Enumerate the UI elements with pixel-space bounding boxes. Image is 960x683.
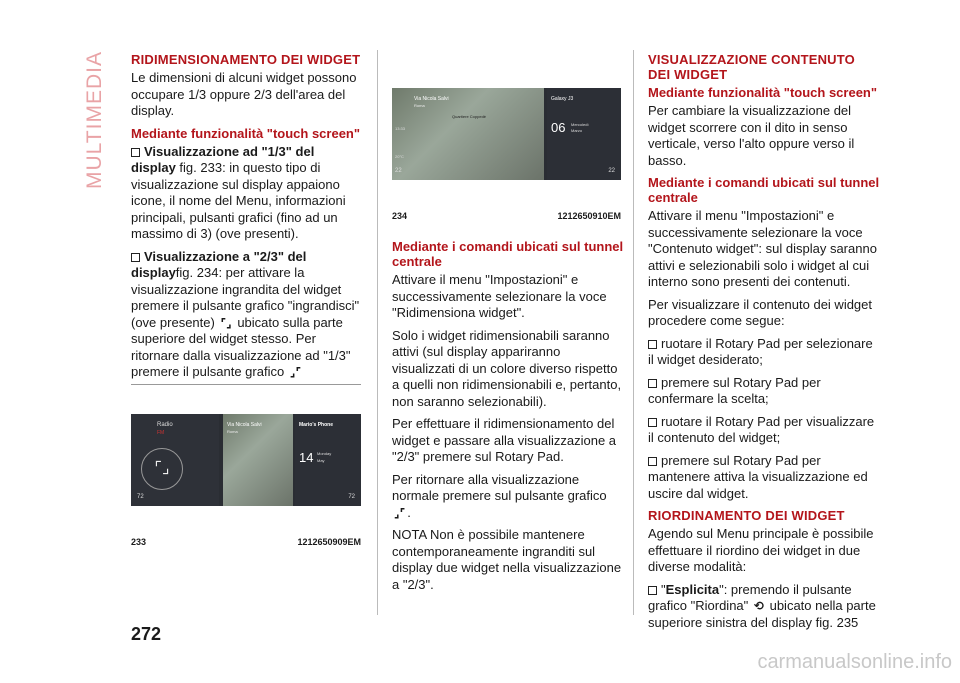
bullet-title: Visualizzazione ad "1/3" del display (131, 143, 315, 175)
bullet-box-icon (648, 418, 657, 427)
date-day: 14 (299, 450, 314, 465)
expand-icon[interactable]: ⌜⌟ (141, 448, 183, 490)
paragraph: Per visualizzare il contenuto dei widget procedere come segue: (648, 296, 873, 328)
section-sidebar (84, 50, 106, 190)
bullet-box-icon (648, 340, 657, 349)
date-weekday: Monday (317, 451, 332, 456)
widget-subtitle: Roma (414, 103, 425, 108)
map-label: Quartiere Coppedè (452, 114, 487, 119)
widget-subtitle: FM (157, 430, 165, 436)
heading-ridimensionamento: RIDIMENSIONAMENTO DEI WIDGET (131, 52, 361, 67)
bullet-text: ruotare il Rotary Pad per visualizzare il contenuto del widget; (648, 413, 875, 445)
date-month: Marzo (571, 128, 583, 133)
bullet (648, 414, 880, 447)
bullet-text: premere sul Rotary Pad per confermare la scelta; (648, 374, 821, 406)
column-divider (633, 50, 634, 615)
bullet-text: fig. 233: in questo tipo di visualizzazione sul display appaiono icone, il nome del Menu, informazioni principali, pulsanti grafici (fino ad un massimo di 3) (ove presenti). (131, 160, 346, 241)
watermark: carmanualsonline.info (757, 651, 952, 673)
nav-widget (223, 414, 293, 506)
bullet-text: ruotare il Rotary Pad per selezionare il widget desiderato; (648, 335, 873, 367)
corner-value: 72 (348, 494, 355, 500)
corner-value: 72 (137, 494, 144, 500)
bullet-box-icon (131, 148, 140, 157)
bullet-box-icon (648, 586, 657, 595)
figure-number: 233 (131, 537, 147, 547)
date-weekday: Mercoledì (571, 122, 589, 127)
bullet-title: Visualizzazione a "2/3" del display (131, 248, 307, 280)
divider (131, 384, 361, 385)
bullet (648, 375, 880, 408)
bullet (648, 453, 880, 503)
column-1 (131, 52, 361, 387)
phone-widget (295, 414, 361, 506)
expand-icon: ⌜⌟ (220, 315, 232, 330)
heading-visualizzazione: VISUALIZZAZIONE CONTENUTO DEI WIDGET (648, 52, 855, 82)
paragraph: Attivare il menu "Impostazioni" e successivamente selezionare la voce "Ridimensiona widget". (392, 272, 607, 320)
collapse-icon: ⌟⌜ (394, 505, 406, 520)
bullet (648, 336, 880, 369)
bullet-2-3 (131, 249, 361, 381)
time-display: 13:33 (395, 126, 406, 131)
figure-233 (131, 414, 361, 506)
bullet-text-continued: ubicato nella parte superiore sinistra del display fig. 235 (648, 598, 876, 630)
widget-title: Via Nicola Salvi (227, 422, 262, 428)
paragraph: Solo i widget ridimensionabili saranno attivi (sul display appariranno visualizzati di un colore diverso rispetto a quelli non ridimensionabili e, pertanto, non saranno selezionabili). (392, 327, 622, 409)
figure-caption-234 (392, 211, 621, 221)
nav-widget-expanded (392, 88, 544, 180)
paragraph-text: Per ritornare alla visualizzazione normale premere sul pulsante grafico (392, 471, 607, 503)
reorder-icon: ⟲ (753, 599, 764, 613)
paragraph: Per ritornare alla visualizzazione normale premere sul pulsante grafico ⌟⌜ . (392, 471, 607, 520)
temperature: 20°C (395, 154, 404, 159)
subheading-touch: Mediante funzionalità "touch screen" (131, 125, 361, 141)
phone-widget (547, 88, 621, 180)
bullet-text-continued: ubicato sulla parte superiore del widget stesso. Per ritornare dalla visualizzazione ad "1/3" premere il pulsante grafico (131, 314, 351, 379)
bullet-text: ": premendo il pulsante grafico "Riordina" (648, 581, 852, 613)
radio-widget (131, 414, 219, 506)
date-month: May (317, 458, 325, 463)
subheading-tunnel: Mediante i comandi ubicati sul tunnel centrale (392, 239, 624, 269)
paragraph-note: NOTA Non è possibile mantenere contemporaneamente ingranditi sul display due widget nella visualizzazione a "2/3". (392, 527, 622, 592)
widget-title: Via Nicola Salvi (414, 96, 449, 102)
paragraph: Attivare il menu "Impostazioni" e successivamente selezionare la voce "Contenuto widget": sul display saranno attivi e selezionabili solo i widget al cui interno sono presenti dei contenuti. (648, 208, 877, 289)
bullet-text: premere sul Rotary Pad per mantenere attiva la visualizzazione ed uscire dal widget. (648, 452, 868, 501)
heading-riordinamento: RIORDINAMENTO DEI WIDGET (648, 508, 845, 523)
figure-code: 1212650910EM (557, 211, 621, 221)
widget-title: Galaxy J3 (551, 96, 574, 102)
column-divider (377, 50, 378, 615)
figure-234 (392, 88, 621, 180)
subheading-touch: Mediante funzionalità "touch screen" (648, 85, 878, 100)
corner-value: 22 (608, 168, 615, 174)
figure-caption-233 (131, 537, 361, 547)
bullet-box-icon (648, 379, 657, 388)
paragraph: Per cambiare la visualizzazione del widget scorrere con il dito in senso verticale, verso l'alto oppure verso il basso. (648, 103, 855, 168)
bullet-box-icon (131, 253, 140, 262)
paragraph: Le dimensioni di alcuni widget possono occupare 1/3 oppure 2/3 dell'area del display. (131, 70, 357, 118)
bullet-text: fig. 234: per attivare la visualizzazione ingrandita del widget premere il pulsante grafico "ingrandisci" (ove presente) (131, 265, 360, 330)
column-2 (392, 239, 624, 599)
widget-title: Radio (157, 422, 173, 428)
figure-code: 1212650909EM (297, 537, 361, 547)
paragraph: Agendo sul Menu principale è possibile effettuare il riordino dei widget in due diverse modalità: (648, 526, 874, 574)
bullet-1-3 (131, 144, 361, 243)
bullet-box-icon (648, 457, 657, 466)
corner-value: 22 (395, 168, 402, 174)
bullet: "Esplicita": premendo il pulsante grafico "Riordina" ⟲ ubicato nella parte superiore sinistra del display fig. 235 (648, 581, 876, 630)
collapse-icon: ⌟⌜ (289, 365, 302, 379)
widget-subtitle: Roma (227, 429, 238, 434)
page-number: 272 (131, 624, 162, 644)
bullet-title: Esplicita (665, 581, 720, 597)
figure-number: 234 (392, 211, 408, 221)
paragraph: Per effettuare il ridimensionamento del widget e passare alla visualizzazione a "2/3" premere sul Rotary Pad. (392, 416, 617, 464)
widget-title: Mario's Phone (299, 422, 333, 428)
subheading-tunnel: Mediante i comandi ubicati sul tunnel centrale (648, 175, 880, 205)
section-label: MULTIMEDIA (83, 51, 106, 189)
date-day: 06 (551, 120, 566, 135)
column-3 (648, 52, 880, 637)
